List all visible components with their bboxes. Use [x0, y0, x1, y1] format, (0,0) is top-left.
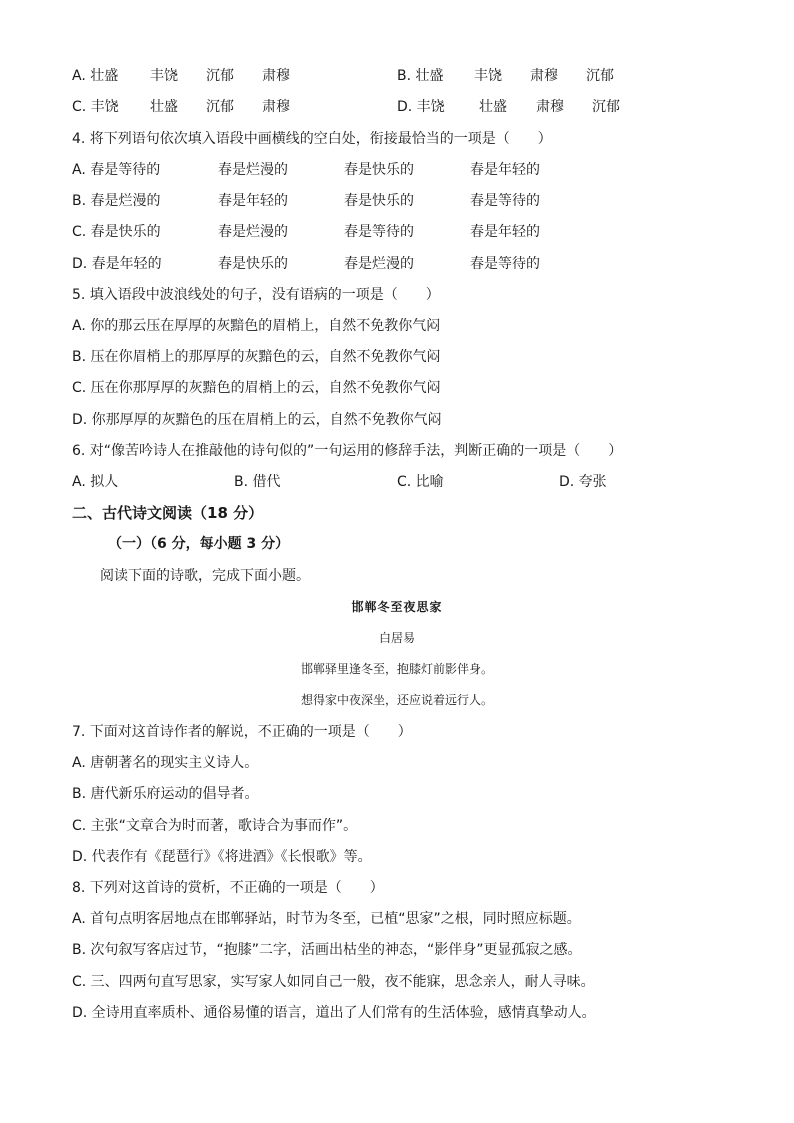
q4-option-c-part-1: C. 春是快乐的: [72, 224, 161, 240]
q6-option-d: D. 夸张: [559, 474, 607, 490]
q4-option-d-part-3: 春是烂漫的: [344, 256, 414, 272]
q3-option-b-word-1: B. 壮盛: [397, 68, 444, 84]
q4-option-a-part-4: 春是年轻的: [470, 162, 540, 178]
q8-option-d: D. 全诗用直率质朴、通俗易懂的语言，道出了人们常有的生活体验，感情真挚动人。: [72, 1005, 596, 1021]
q5-option-c: C. 压在你那厚厚的灰黯色的眉梢上的云，自然不免教你气闷: [72, 380, 441, 396]
q4-stem: 4. 将下列语句依次填入语段中画横线的空白处，衔接最恰当的一项是（ ）: [72, 131, 552, 147]
q6-option-c: C. 比喻: [397, 474, 444, 490]
q7-option-d: D. 代表作有《琵琶行》《将进酒》《长恨歌》等。: [72, 849, 372, 865]
q3-option-a-word-2: 丰饶: [150, 68, 178, 84]
q3-option-d-word-4: 沉郁: [592, 99, 620, 115]
q6-option-b: B. 借代: [234, 474, 281, 490]
q4-option-b-part-2: 春是年轻的: [218, 193, 288, 209]
q8-stem: 8. 下列对这首诗的赏析，不正确的一项是（ ）: [72, 880, 384, 896]
q6-options: [72, 472, 732, 492]
q3-option-b-word-4: 沉郁: [586, 68, 614, 84]
q3-option-d-word-2: 壮盛: [479, 99, 507, 115]
reading-instruction: 阅读下面的诗歌，完成下面小题。: [100, 568, 310, 584]
q3-option-a-word-4: 肃穆: [262, 68, 290, 84]
q4-option-a-part-2: 春是烂漫的: [218, 162, 288, 178]
q5-option-b: B. 压在你眉梢上的那厚厚的灰黯色的云，自然不免教你气闷: [72, 349, 441, 365]
q7-option-c: C. 主张“文章合为时而著，歌诗合为事而作”。: [72, 818, 358, 834]
q4-option-a-part-3: 春是快乐的: [344, 162, 414, 178]
section-title: 二、古代诗文阅读（18 分）: [72, 504, 264, 522]
q4-option-b-part-4: 春是等待的: [470, 193, 540, 209]
q3-option-c-word-1: C. 丰饶: [72, 99, 119, 115]
q4-option-b-part-1: B. 春是烂漫的: [72, 193, 161, 209]
q6-option-a: A. 拟人: [72, 474, 119, 490]
q4-option-d: [72, 254, 732, 274]
q7-option-b: B. 唐代新乐府运动的倡导者。: [72, 786, 259, 802]
q3-option-d-word-1: D. 丰饶: [397, 99, 445, 115]
q7-option-a: A. 唐朝著名的现实主义诗人。: [72, 755, 259, 771]
q3-options-row-1: [72, 66, 732, 86]
q3-option-a-word-1: A. 壮盛: [72, 68, 119, 84]
q8-option-a: A. 首句点明客居地点在邯郸驿站，时节为冬至，已植“思家”之根，同时照应标题。: [72, 911, 581, 927]
q4-option-c-part-2: 春是烂漫的: [218, 224, 288, 240]
q3-option-d-word-3: 肃穆: [536, 99, 564, 115]
q3-options-row-2: [72, 97, 732, 117]
poem-title: 邯郸冬至夜思家: [351, 600, 443, 614]
q4-option-b-part-3: 春是快乐的: [344, 193, 414, 209]
subsection-title: （一）（6 分，每小题 3 分）: [108, 536, 290, 552]
q8-option-c: C. 三、四两句直写思家，实写家人如同自己一般，夜不能寐，思念亲人，耐人寻味。: [72, 974, 595, 990]
q3-option-b-word-3: 肃穆: [530, 68, 558, 84]
q3-option-c-word-4: 肃穆: [262, 99, 290, 115]
poem-line-1: 邯郸驿里逢冬至，抱膝灯前影伴身。: [300, 662, 493, 676]
q4-option-c: [72, 222, 732, 242]
q4-option-d-part-1: D. 春是年轻的: [72, 256, 162, 272]
q4-option-a: [72, 160, 732, 180]
q6-stem: 6. 对“像苦吟诗人在推敲他的诗句似的”一句运用的修辞手法，判断正确的一项是（ ）: [72, 443, 623, 459]
q4-option-b: [72, 191, 732, 211]
q4-option-c-part-3: 春是等待的: [344, 224, 414, 240]
poem-author: 白居易: [378, 631, 415, 645]
q5-stem: 5. 填入语段中波浪线处的句子，没有语病的一项是（ ）: [72, 287, 440, 303]
q3-option-c-word-2: 壮盛: [150, 99, 178, 115]
q3-option-a-word-3: 沉郁: [206, 68, 234, 84]
q4-option-a-part-1: A. 春是等待的: [72, 162, 161, 178]
q3-option-b-word-2: 丰饶: [474, 68, 502, 84]
q5-option-a: A. 你的那云压在厚厚的灰黯色的眉梢上，自然不免教你气闷: [72, 318, 441, 334]
q3-option-c-word-3: 沉郁: [206, 99, 234, 115]
q5-option-d: D. 你那厚厚的灰黯色的压在眉梢上的云，自然不免教你气闷: [72, 412, 442, 428]
q4-option-d-part-2: 春是快乐的: [218, 256, 288, 272]
q4-option-d-part-4: 春是等待的: [470, 256, 540, 272]
poem-line-2: 想得家中夜深坐，还应说着远行人。: [300, 693, 493, 707]
q7-stem: 7. 下面对这首诗作者的解说，不正确的一项是（ ）: [72, 724, 412, 740]
q4-option-c-part-4: 春是年轻的: [470, 224, 540, 240]
q8-option-b: B. 次句叙写客店过节，“抱膝”二字，活画出枯坐的神态，“影伴身”更显孤寂之感。: [72, 942, 582, 958]
